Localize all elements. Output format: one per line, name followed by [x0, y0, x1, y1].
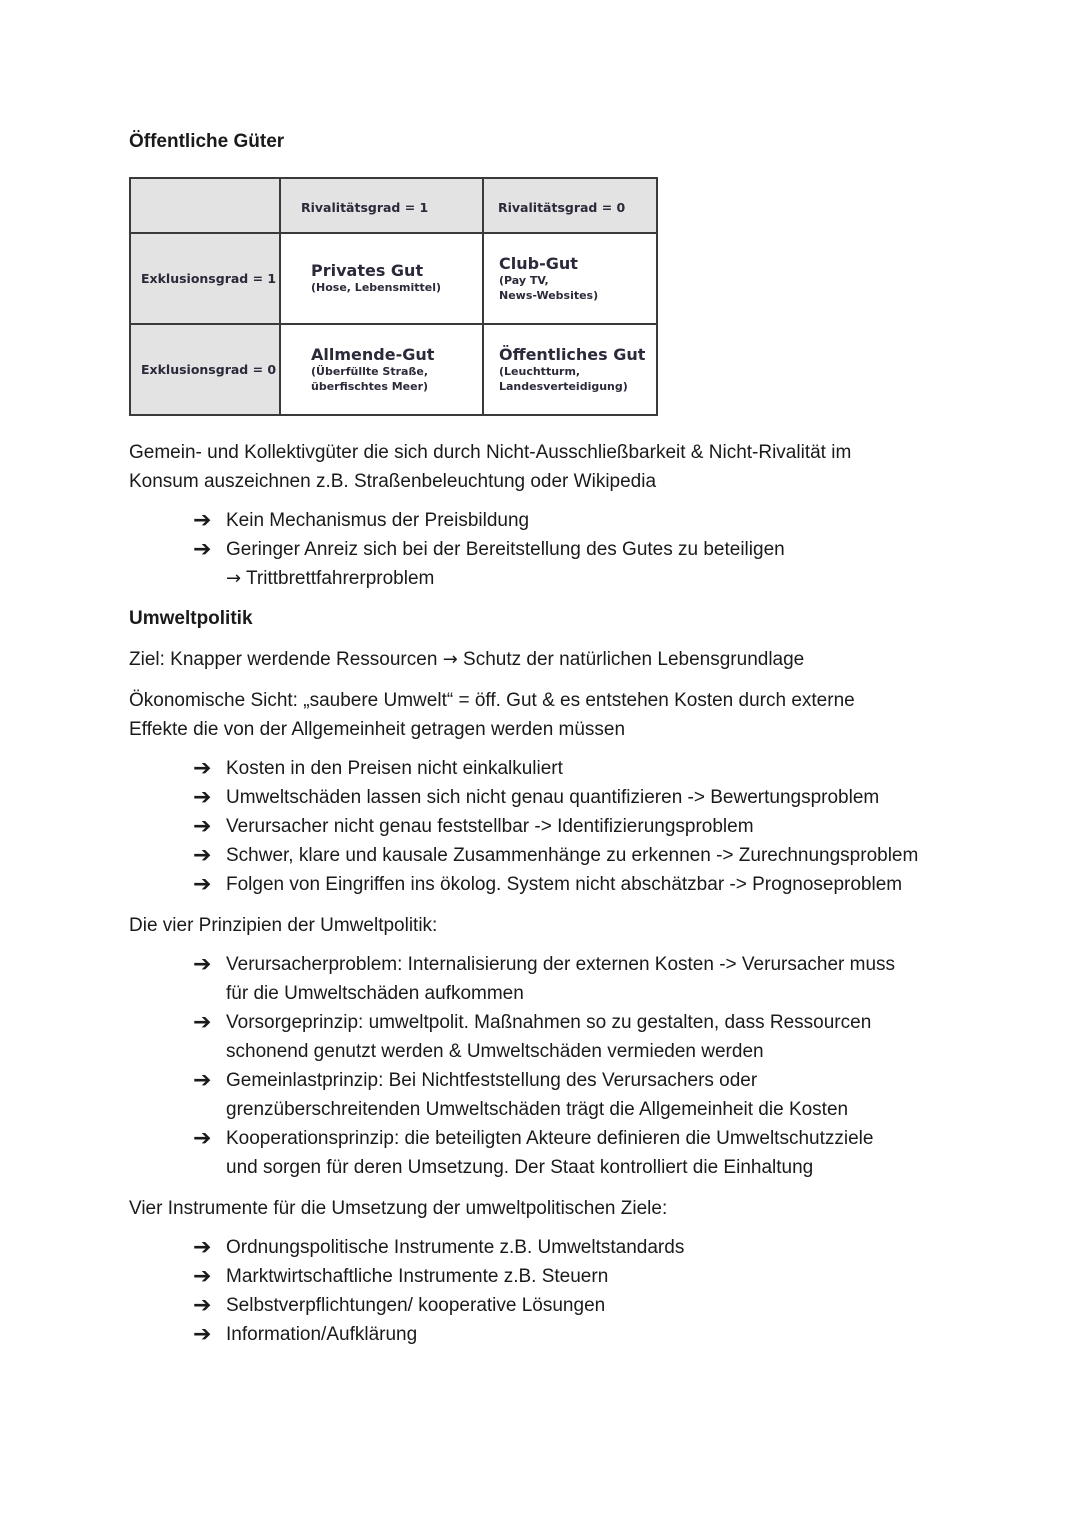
list-item: ➔ Verursacher nicht genau feststellbar -> Identifizierungsproblem — [193, 814, 754, 839]
problem-bullet-list — [193, 754, 959, 899]
economic-view-paragraph: Ökonomische Sicht: „saubere Umwelt“ = öff. Gut & es entstehen Kosten durch externe Effekte die von der Allgemeinheit getragen werden müssen — [129, 690, 855, 740]
list-item: ➔ Verursacherproblem: Internalisierung der externen Kosten -> Verursacher muss für die Umweltschäden aufkommen — [193, 952, 896, 1004]
document-content — [129, 128, 959, 1361]
list-item: ➔ Gemeinlastprinzip: Bei Nichtfeststellung des Verursachers oder grenzüberschreitenden Umweltschäden trägt die Allgemeinheit die Kosten — [193, 1068, 849, 1120]
list-item: ➔ Folgen von Eingriffen ins ökolog. System nicht abschätzbar -> Prognoseproblem — [193, 872, 903, 897]
list-item: ➔ Selbstverpflichtungen/ kooperative Lösungen — [193, 1293, 606, 1318]
arrow-right-icon: ➔ — [193, 1235, 212, 1260]
arrow-right-icon: ➔ — [193, 872, 212, 897]
arrow-right-icon: ➔ — [193, 1293, 212, 1318]
table-row-exclusion-0 — [130, 324, 657, 415]
cell-club-good: Club-Gut (Pay TV, News-Websites) — [483, 233, 657, 324]
list-item: ➔ Kooperationsprinzip: die beteiligten Akteure definieren die Umweltschutzziele und sorgen für deren Umsetzung. Der Staat kontrolliert die Einhaltung — [193, 1126, 874, 1178]
arrow-right-icon: ➔ — [193, 1322, 212, 1347]
list-item: ➔ Schwer, klare und kausale Zusammenhänge zu erkennen -> Zurechnungsproblem — [193, 843, 919, 868]
thin-arrow-icon: → — [226, 568, 242, 589]
arrow-right-icon: ➔ — [193, 756, 212, 781]
arrow-right-icon: ➔ — [193, 952, 212, 977]
arrow-right-icon: ➔ — [193, 814, 212, 839]
free-rider-line: → Trittbrettfahrerproblem — [226, 568, 435, 589]
arrow-right-icon: ➔ — [193, 1264, 212, 1289]
table-header-row — [130, 178, 657, 233]
arrow-right-icon: ➔ — [193, 785, 212, 810]
list-item: ➔ Vorsorgeprinzip: umweltpolit. Maßnahmen so zu gestalten, dass Ressourcen schonend genutzt werden & Umweltschäden vermieden werden — [193, 1010, 872, 1062]
goods-matrix-table — [129, 177, 658, 416]
intro-bullet-list — [193, 506, 959, 593]
table-row-exclusion-1 — [130, 233, 657, 324]
cell-private-good: Privates Gut (Hose, Lebensmittel) — [280, 233, 483, 324]
instruments-heading: Vier Instrumente für die Umsetzung der umweltpolitischen Ziele: — [129, 1198, 668, 1219]
row-label-exclusion-0: Exklusionsgrad = 0 — [130, 324, 280, 415]
list-item: ➔ Ordnungspolitische Instrumente z.B. Umweltstandards — [193, 1235, 685, 1260]
list-item: ➔ Kein Mechanismus der Preisbildung — [193, 508, 530, 533]
list-item: ➔ Geringer Anreiz sich bei der Bereitstellung des Gutes zu beteiligen → Trittbrettfahrerproblem — [193, 535, 959, 593]
header-rivalry-0: Rivalitätsgrad = 0 — [483, 178, 657, 233]
cell-commons-good: Allmende-Gut (Überfüllte Straße, überfischtes Meer) — [280, 324, 483, 415]
principles-bullet-list — [193, 950, 959, 1182]
intro-paragraph: Gemein- und Kollektivgüter die sich durch Nicht-Ausschließbarkeit & Nicht-Rivalität im Konsum auszeichnen z.B. Straßenbeleuchtung oder Wikipedia — [129, 442, 852, 492]
section-title-environment: Umweltpolitik — [129, 608, 253, 629]
list-item: ➔ Umweltschäden lassen sich nicht genau quantifizieren -> Bewertungsproblem — [193, 785, 880, 810]
arrow-right-icon: ➔ — [193, 1010, 212, 1035]
table-corner-cell — [130, 178, 280, 233]
arrow-right-icon: ➔ — [193, 1126, 212, 1151]
arrow-right-icon: ➔ — [193, 843, 212, 868]
section-title-public-goods: Öffentliche Güter — [129, 131, 285, 152]
thin-arrow-icon: → — [442, 649, 458, 670]
list-item: ➔ Marktwirtschaftliche Instrumente z.B. Steuern — [193, 1264, 609, 1289]
list-item: ➔ Information/Aufklärung — [193, 1322, 418, 1347]
instruments-bullet-list — [193, 1233, 959, 1349]
arrow-right-icon: ➔ — [193, 508, 212, 533]
header-rivalry-1: Rivalitätsgrad = 1 — [280, 178, 483, 233]
arrow-right-icon: ➔ — [193, 1068, 212, 1093]
arrow-right-icon: ➔ — [193, 537, 212, 562]
row-label-exclusion-1: Exklusionsgrad = 1 — [130, 233, 280, 324]
goal-paragraph: Ziel: Knapper werdende Ressourcen → Schutz der natürlichen Lebensgrundlage — [129, 649, 805, 670]
principles-heading: Die vier Prinzipien der Umweltpolitik: — [129, 915, 438, 936]
cell-public-good: Öffentliches Gut (Leuchtturm, Landesverteidigung) — [483, 324, 657, 415]
list-item: ➔ Kosten in den Preisen nicht einkalkuliert — [193, 756, 563, 781]
